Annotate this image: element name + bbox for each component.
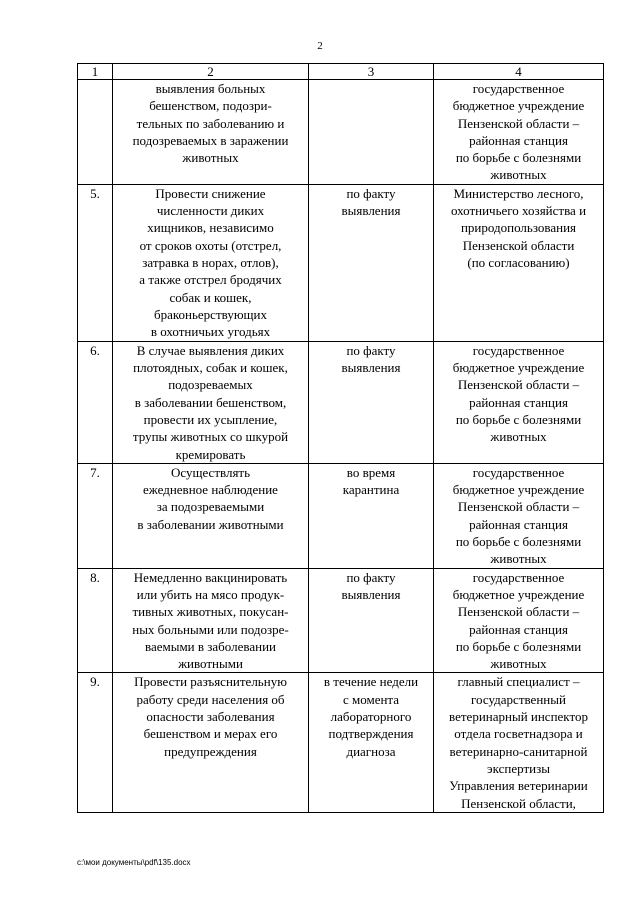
executor-cell-text: государственное бюджетное учреждение Пензенской области – районная станция по борьбе с болезнями животных	[452, 569, 585, 672]
term-cell-text: в течение недели с момента лабораторного подтверждения диагноза	[323, 674, 419, 759]
row-number-text: 7.	[90, 464, 100, 480]
executor-cell-text: государственное бюджетное учреждение Пензенской области – районная станция по борьбе с болезнями животных	[452, 81, 585, 183]
measure-cell	[113, 673, 309, 813]
term-cell	[309, 341, 434, 463]
measures-table	[77, 63, 604, 813]
row-number	[78, 184, 113, 341]
term-cell	[309, 568, 434, 673]
table-row	[78, 184, 604, 341]
executor-cell-text: главный специалист – государственный ветеринарный инспектор отдела госветнадзора и ветеринарно-санитарной экспертизы Управления ветеринарии Пензенской области,	[449, 674, 588, 811]
measure-cell	[113, 463, 309, 568]
table-body	[78, 80, 604, 813]
term-cell	[309, 184, 434, 341]
measure-cell-text: Провести разъяснительную работу среди населения об опасности заболевания бешенством и мерах его предупреждения	[134, 674, 287, 759]
executor-cell	[434, 80, 604, 185]
row-number	[78, 463, 113, 568]
table-row	[78, 463, 604, 568]
table-row	[78, 673, 604, 813]
executor-cell-text: Министерство лесного, охотничьего хозяйства и природопользования Пензенской области (по согласованию)	[450, 185, 587, 270]
column-header-1: 1	[78, 64, 113, 80]
executor-cell-text: государственное бюджетное учреждение Пензенской области – районная станция по борьбе с болезнями животных	[452, 464, 585, 567]
executor-cell	[434, 568, 604, 673]
measure-cell-text: Провести снижение численности диких хищников, независимо от сроков охоты (отстрел, затравка в норах, отлов), а также отстрел бродячих собак и кошек, браконьерствующих в охотничьих угодьях	[139, 185, 282, 340]
measure-cell	[113, 568, 309, 673]
table-row	[78, 341, 604, 463]
row-number	[78, 568, 113, 673]
term-cell-text: во время карантина	[342, 464, 400, 498]
measure-cell-text: Немедленно вакцинировать или убить на мясо продук- тивных животных, покусан- ных больными или подозре- ваемыми в заболевании животными	[132, 569, 289, 672]
table-row	[78, 80, 604, 185]
row-number	[78, 341, 113, 463]
row-number-text: 5.	[90, 185, 100, 201]
row-number	[78, 673, 113, 813]
column-header-2: 2	[113, 64, 309, 80]
table-row	[78, 568, 604, 673]
row-number	[78, 80, 113, 185]
measure-cell	[113, 341, 309, 463]
file-path-footer: c:\мои документы\pdf\135.docx	[77, 858, 191, 867]
row-number-text: 6.	[90, 342, 100, 358]
measure-cell-text: выявления больных бешенством, подозри- тельных по заболеванию и подозреваемых в заражении животных	[132, 81, 289, 166]
executor-cell	[434, 673, 604, 813]
term-cell-text: по факту выявления	[341, 185, 401, 219]
term-cell-text: по факту выявления	[341, 342, 401, 376]
table-header-row	[78, 64, 604, 80]
executor-cell	[434, 341, 604, 463]
column-header-3: 3	[309, 64, 434, 80]
measure-cell	[113, 80, 309, 185]
executor-cell	[434, 463, 604, 568]
measure-cell	[113, 184, 309, 341]
term-cell	[309, 80, 434, 185]
page-number: 2	[317, 40, 323, 52]
executor-cell-text: государственное бюджетное учреждение Пензенской области – районная станция по борьбе с болезнями животных	[452, 342, 585, 445]
executor-cell	[434, 184, 604, 341]
row-number-text: 9.	[90, 674, 100, 690]
term-cell-text: по факту выявления	[341, 569, 401, 602]
column-header-4: 4	[434, 64, 604, 80]
term-cell	[309, 673, 434, 813]
row-number-text: 8.	[90, 569, 100, 585]
measure-cell-text: В случае выявления диких плотоядных, собак и кошек, подозреваемых в заболевании бешенством, провести их усыпление, трупы животных со шкурой кремировать	[132, 342, 289, 462]
term-cell	[309, 463, 434, 568]
measure-cell-text: Осуществлять ежедневное наблюдение за подозреваемыми в заболевании животными	[137, 464, 284, 532]
